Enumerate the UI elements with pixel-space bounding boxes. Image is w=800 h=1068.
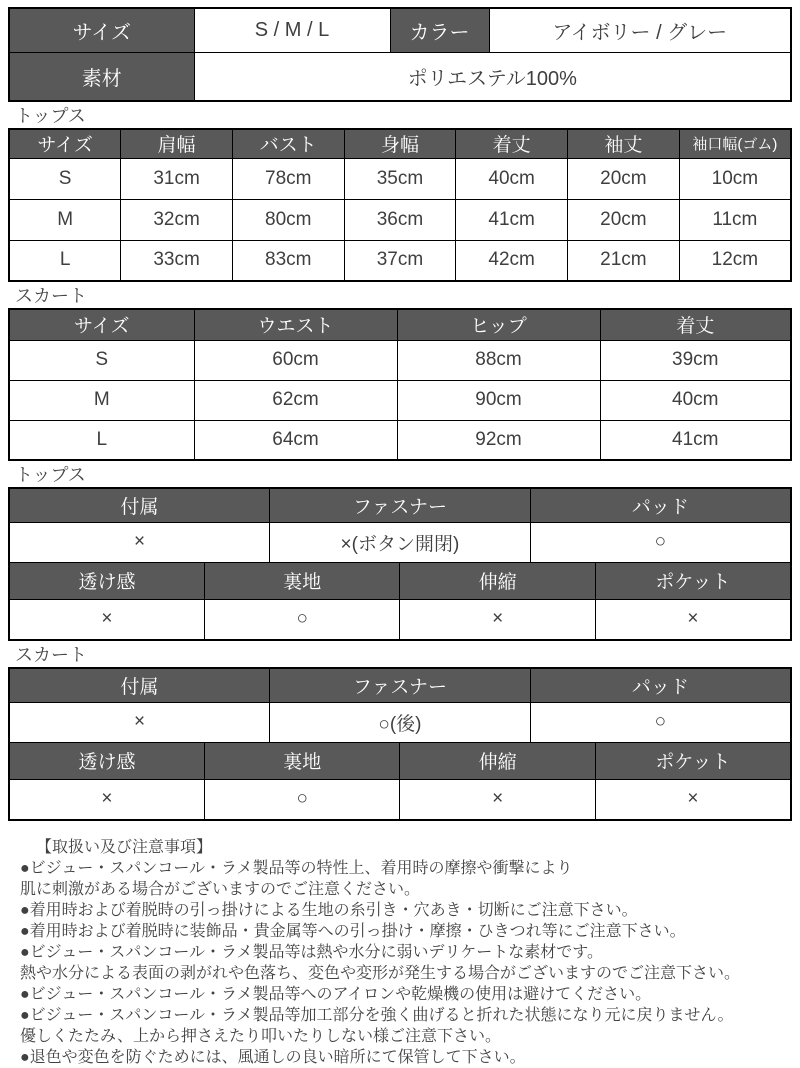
handling-notes-title: 【取扱い及び注意事項】	[36, 839, 213, 856]
skirt-size-cell: 60cm	[194, 340, 397, 380]
notes-line: ●ビジュー・スパンコール・ラメ製品等へのアイロンや乾燥機の使用は避けてください。	[20, 986, 652, 1003]
skirt-size-cell: 64cm	[194, 420, 397, 460]
tops-size-cell: 10cm	[679, 158, 791, 199]
tops-size-table	[8, 128, 792, 282]
skirt-spec-header: 伸縮	[400, 742, 595, 779]
tops-spec-header: 裏地	[204, 562, 399, 599]
tops-size-cell: 78cm	[232, 158, 344, 199]
skirt-size-cell: 88cm	[397, 340, 600, 380]
skirt-size-table	[8, 308, 792, 461]
table-row	[9, 380, 791, 420]
tops-size-header: 袖口幅(ゴム)	[679, 129, 791, 158]
skirt-spec-header: ファスナー	[270, 668, 531, 702]
table-row	[9, 779, 791, 820]
notes-line: ●ビジュー・スパンコール・ラメ製品等加工部分を強く曲げると折れた状態になり元に戻りません。	[20, 1007, 734, 1024]
table-row	[9, 8, 791, 52]
tops-size-header: サイズ	[9, 129, 121, 158]
tops-spec-header: パッド	[530, 488, 791, 522]
skirt-spec-value: ○(後)	[270, 702, 531, 742]
skirt-spec-section-label: スカート	[15, 645, 87, 665]
table-row	[9, 599, 791, 640]
table-row	[9, 420, 791, 460]
tops-size-cell: 20cm	[568, 199, 680, 240]
tops-size-cell: 20cm	[568, 158, 680, 199]
skirt-spec-header: 裏地	[204, 742, 399, 779]
skirt-spec-header: パッド	[530, 668, 791, 702]
tops-spec-table	[8, 487, 792, 641]
product-info-table	[8, 7, 792, 102]
tops-size-cell: 31cm	[121, 158, 233, 199]
handling-notes	[8, 837, 792, 1068]
notes-line: 優しくたたみ、上から押さえたり叩いたりしない様ご注意下さい。	[20, 1028, 501, 1045]
tops-spec-value: ×	[400, 599, 595, 640]
tops-size-cell: 11cm	[679, 199, 791, 240]
tops-size-cell: 80cm	[232, 199, 344, 240]
tops-size-cell: 40cm	[456, 158, 568, 199]
skirt-spec-value: ×	[9, 702, 270, 742]
notes-line: ●ビジュー・スパンコール・ラメ製品等は熱や水分に弱いデリケートな素材です。	[20, 944, 603, 961]
tops-size-cell: M	[9, 199, 121, 240]
skirt-size-cell: 62cm	[194, 380, 397, 420]
table-header-row	[9, 668, 791, 702]
skirt-size-cell: 92cm	[397, 420, 600, 460]
notes-line: ●着用時および着脱時に装飾品・貴金属等への引っ掛け・摩擦・ひきつれ等にご注意下さい。	[20, 923, 686, 940]
tops-size-cell: 37cm	[344, 240, 456, 281]
tops-spec-value: ×	[9, 599, 204, 640]
skirt-size-header: サイズ	[9, 309, 194, 340]
tops-size-header: 肩幅	[121, 129, 233, 158]
tops-spec-header: ファスナー	[270, 488, 531, 522]
skirt-spec-header: 透け感	[9, 742, 204, 779]
table-header-row	[9, 488, 791, 522]
skirt-spec-table	[8, 667, 792, 821]
tops-size-cell: 12cm	[679, 240, 791, 281]
skirt-size-cell: 90cm	[397, 380, 600, 420]
info-color-label: カラー	[390, 8, 489, 52]
skirt-size-cell: S	[9, 340, 194, 380]
skirt-size-cell: 40cm	[600, 380, 791, 420]
skirt-size-header: ウエスト	[194, 309, 397, 340]
tops-size-cell: 32cm	[121, 199, 233, 240]
table-row	[9, 702, 791, 742]
table-header-row	[9, 742, 791, 779]
tops-size-cell: S	[9, 158, 121, 199]
tops-spec-section-label: トップス	[15, 465, 86, 485]
table-header-row	[9, 309, 791, 340]
tops-size-cell: 33cm	[121, 240, 233, 281]
skirt-size-section-label: スカート	[15, 286, 87, 306]
tops-size-cell: 83cm	[232, 240, 344, 281]
tops-spec-header: 付属	[9, 488, 270, 522]
tops-spec-value: ×	[595, 599, 791, 640]
skirt-size-cell: M	[9, 380, 194, 420]
tops-size-cell: 21cm	[568, 240, 680, 281]
table-row	[9, 522, 791, 562]
tops-spec-value: ○	[204, 599, 399, 640]
skirt-size-header: ヒップ	[397, 309, 600, 340]
tops-size-cell: 42cm	[456, 240, 568, 281]
tops-size-section-label: トップス	[15, 106, 86, 126]
skirt-size-cell: 41cm	[600, 420, 791, 460]
skirt-spec-value: ×	[400, 779, 595, 820]
tops-size-cell: 36cm	[344, 199, 456, 240]
table-row	[9, 240, 791, 281]
skirt-spec-value: ×	[595, 779, 791, 820]
table-row	[9, 52, 791, 101]
tops-size-header: 身幅	[344, 129, 456, 158]
tops-spec-header: ポケット	[595, 562, 791, 599]
skirt-spec-header: 付属	[9, 668, 270, 702]
skirt-spec-header: ポケット	[595, 742, 791, 779]
skirt-size-cell: 39cm	[600, 340, 791, 380]
table-header-row	[9, 562, 791, 599]
skirt-size-cell: L	[9, 420, 194, 460]
tops-spec-value: ×	[9, 522, 270, 562]
tops-size-cell: 41cm	[456, 199, 568, 240]
info-size-label: サイズ	[9, 8, 194, 52]
skirt-spec-value: ○	[204, 779, 399, 820]
table-header-row	[9, 129, 791, 158]
notes-line: 熱や水分による表面の剥がれや色落ち、変色や変形が発生する場合がございますのでご注意下さい。	[20, 965, 741, 982]
skirt-spec-value: ○	[530, 702, 791, 742]
tops-size-cell: L	[9, 240, 121, 281]
skirt-spec-value: ×	[9, 779, 204, 820]
tops-size-header: バスト	[232, 129, 344, 158]
tops-size-cell: 35cm	[344, 158, 456, 199]
table-row	[9, 158, 791, 199]
tops-size-header: 袖丈	[568, 129, 680, 158]
tops-spec-header: 伸縮	[400, 562, 595, 599]
notes-line: ●ビジュー・スパンコール・ラメ製品等の特性上、着用時の摩擦や衝撃により	[20, 860, 573, 877]
notes-line: ●退色や変色を防ぐためには、風通しの良い暗所にて保管して下さい。	[20, 1049, 526, 1066]
table-row	[9, 199, 791, 240]
info-material-value: ポリエステル100%	[194, 52, 791, 101]
tops-spec-header: 透け感	[9, 562, 204, 599]
tops-size-header: 着丈	[456, 129, 568, 158]
table-row	[9, 340, 791, 380]
skirt-size-header: 着丈	[600, 309, 791, 340]
notes-line: 肌に刺激がある場合がございますのでご注意ください。	[20, 881, 421, 898]
tops-spec-value: ○	[530, 522, 791, 562]
tops-spec-value: ×(ボタン開閉)	[270, 522, 531, 562]
info-material-label: 素材	[9, 52, 194, 101]
info-color-value: アイボリー / グレー	[489, 8, 791, 52]
info-size-value: S / M / L	[194, 8, 390, 52]
notes-line: ●着用時および着脱時の引っ掛けによる生地の糸引き・穴あき・切断にご注意下さい。	[20, 902, 638, 919]
